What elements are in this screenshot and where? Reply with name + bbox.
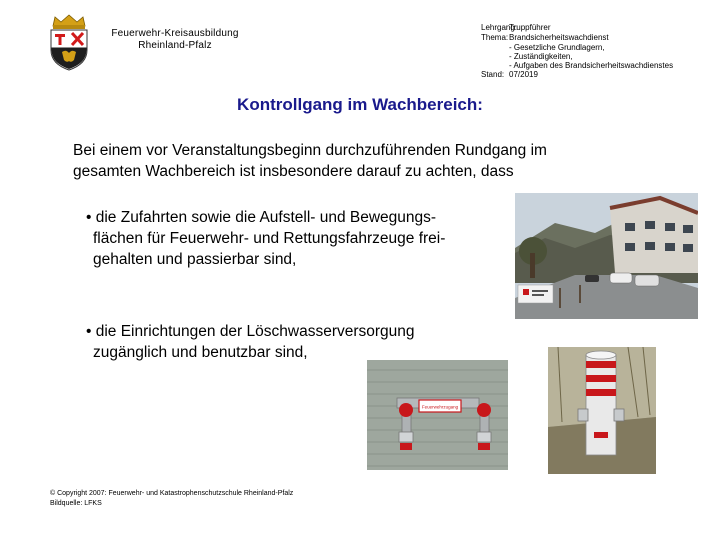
bullet-line: flächen für Feuerwehr- und Rettungsfahrzeuge frei- <box>93 230 446 247</box>
bullet-line: • die Zufahrten sowie die Aufstell- und Bewegungs- <box>86 209 437 226</box>
stand-label: Stand: <box>481 70 505 79</box>
intro-line: Bei einem vor Veranstaltungsbeginn durchzuführenden Rundgang im <box>73 142 547 159</box>
thema-item: - Aufgaben des Brandsicherheitswachdienstes <box>509 61 674 70</box>
stand-value: 07/2019 <box>509 70 538 79</box>
organization-name <box>108 28 242 52</box>
bullet-line: gehalten und passierbar sind, <box>93 251 297 268</box>
wall-hydrant-photo <box>367 360 508 470</box>
road-with-parked-cars-photo <box>515 193 698 319</box>
coat-of-arms-icon <box>45 12 93 72</box>
thema-value: Brandsicherheitswachdienst <box>509 33 609 42</box>
intro-paragraph <box>73 140 663 182</box>
lehrgang-label: Lehrgang: <box>481 23 518 32</box>
bullet-line: • die Einrichtungen der Löschwasserversorgung <box>86 323 415 340</box>
image-source-text: Bildquelle: LFKS <box>50 499 102 507</box>
intro-line: gesamten Wachbereich ist insbesondere darauf zu achten, dass <box>73 163 514 180</box>
lehrgang-value: Truppführer <box>509 23 551 32</box>
hydrant-sign-text: Feuerwehrzugang <box>421 404 459 410</box>
bullet-line: zugänglich und benutzbar sind, <box>93 344 308 361</box>
copyright-text: © Copyright 2007: Feuerwehr- und Katastrophenschutzschule Rheinland-Pfalz <box>50 490 294 497</box>
thema-item: - Zuständigkeiten, <box>509 52 573 61</box>
overground-hydrant-photo <box>548 347 656 474</box>
thema-item: - Gesetzliche Grundlagern, <box>509 43 605 52</box>
footer <box>50 489 293 508</box>
org-line-2: Rheinland-Pfalz <box>138 40 212 51</box>
org-line-1: Feuerwehr-Kreisausbildung <box>111 28 239 39</box>
slide-title: Kontrollgang im Wachbereich: <box>237 95 483 114</box>
thema-label: Thema: <box>481 33 509 42</box>
bullet-access-routes <box>86 207 516 270</box>
bullet-water-supply <box>86 321 516 363</box>
